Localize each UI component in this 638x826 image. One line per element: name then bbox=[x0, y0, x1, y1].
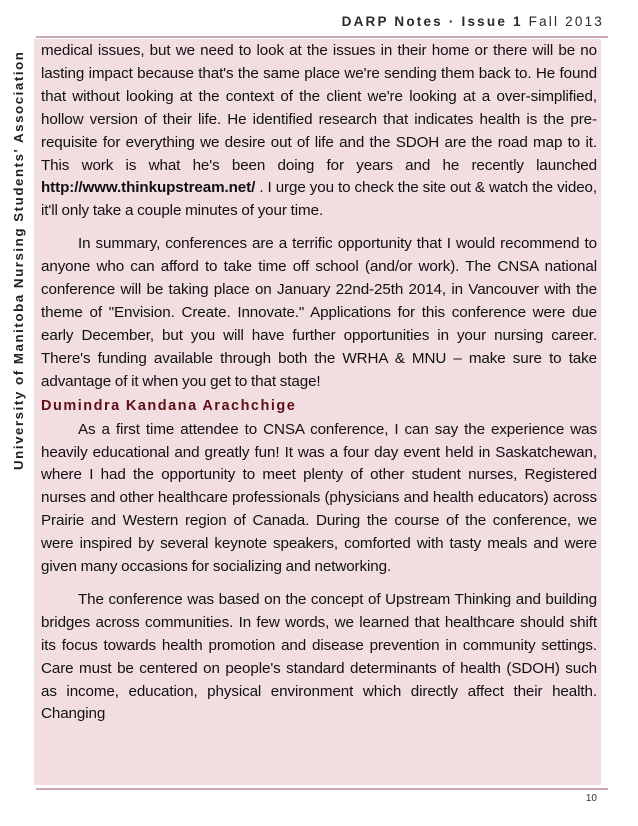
newsletter-title: DARP Notes bbox=[341, 14, 443, 29]
paragraph-1-text: medical issues, but we need to look at the issues in their home or there will be no lasting impact because that's the same place we're sending them back to. He found that without looking at the context of the client we're looking at a over-simplified, hollow version of their life. He identified research that indicates health is the pre-requisite for everything we desire out of life and the SDOH are the road map to it. This work is what he's been doing for years and he recently launched bbox=[41, 42, 597, 174]
author-heading: Dumindra Kandana Arachchige bbox=[41, 397, 297, 414]
paragraph-4: The conference was based on the concept of Upstream Thinking and building bridges across communities. In few words, we learned that healthcare should shift its focus towards health promotion and disease prevention in community settings. Care must be centered on people's standard determinants of health (SDOH) such as income, education, physical environment which directly affect their health. Changing bbox=[41, 590, 597, 723]
paragraph-3: As a first time attendee to CNSA conference, I can say the experience was heavily educational and greatly fun! It was a four day event held in Saskatchewan, where I had the opportunity to meet plenty of other student nurses, Registered nurses and other healthcare professionals (physicians and health educators) across Prairie and Western region of Canada. During the course of the conference, we were inspired by several keynote speakers, comforted with tasty meals and were given many occasions for socializing and networking. bbox=[41, 420, 597, 576]
season-label: Fall 2013 bbox=[528, 14, 604, 29]
paragraph-2: In summary, conferences are a terrific opportunity that I would recommend to anyone who can afford to take time off school (and/or work). The CNSA national conference will be taking place on January 22nd-25th 2014, in Vancouver with the theme of "Envision. Create. Innovate." Applications for this conference were due early December, but you will have further opportunities in your nursing career. There's funding available through both the WRHA & MNU – make sure to take advantage of it when you get to that stage! bbox=[41, 235, 597, 390]
footer-divider bbox=[36, 788, 608, 790]
thinkupstream-link[interactable]: http://www.thinkupstream.net/ bbox=[41, 179, 256, 197]
article-body bbox=[41, 40, 597, 726]
header-separator: · bbox=[448, 14, 456, 29]
paragraph-1 bbox=[41, 40, 597, 223]
paragraph-1-continued: . I urge you to check the site out & watch the video, it'll only take a couple minutes of your time. bbox=[41, 179, 598, 220]
header-divider bbox=[36, 36, 608, 38]
issue-label: Issue 1 bbox=[461, 14, 523, 29]
page-number: 10 bbox=[585, 793, 597, 804]
association-sidebar-label: University of Manitoba Nursing Students' Association bbox=[11, 50, 26, 470]
page-header bbox=[300, 14, 604, 29]
